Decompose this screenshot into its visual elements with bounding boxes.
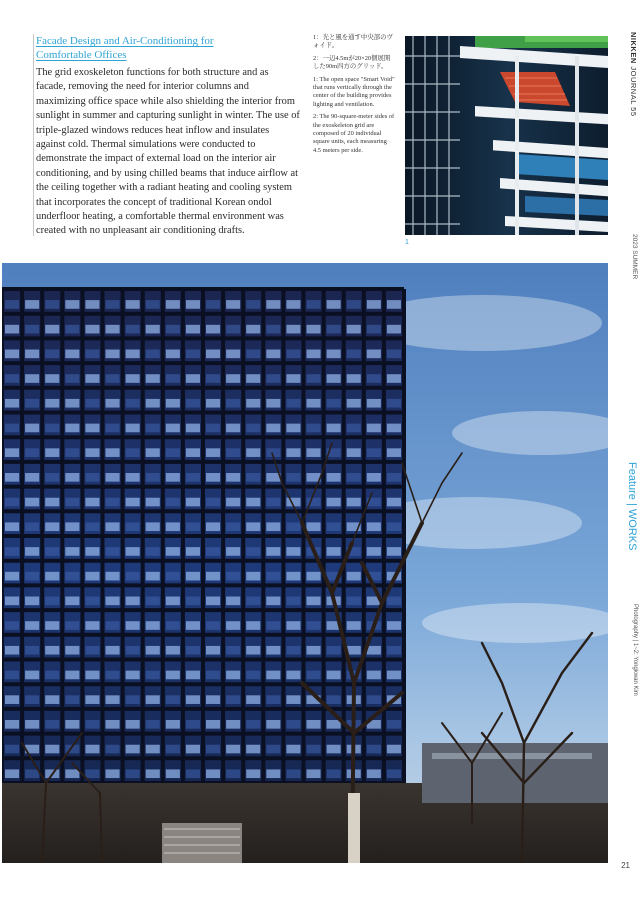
photo-captions <box>313 34 395 159</box>
caption-en-2: 2: The 90-square-meter sides of the exoskeleton grid are composed of 20 individual square units, each measuring 4.5 meters per side. <box>313 113 395 154</box>
building-photo <box>2 263 608 863</box>
atrium-photo <box>405 36 608 235</box>
caption-jp-1: 1：光と風を通す中央部のヴォイド。 <box>313 34 393 50</box>
heading-line-1: Facade Design and Air-Conditioning for <box>36 35 214 47</box>
building-illustration <box>2 263 608 863</box>
heading-line-2: Comfortable Offices <box>36 49 127 61</box>
issue-season: 2023 SUMMER <box>631 234 638 280</box>
page-number: 21 <box>621 861 630 870</box>
atrium-illustration <box>405 36 608 235</box>
caption-en-1: 1: The open space "Smart Void" that runs vertically through the center of the building provides lighting and ventilation. <box>313 75 395 108</box>
article-body: The grid exoskeleton functions for both structure and as facade, removing the need for interior columns and maximizing office space while also shielding the interior from sunlight in summer and capturing sunlight in winter. The use of triple-glazed windows reduces heat inflow and insulates against cold. Thermal simulations were conducted to demonstrate the impact of external load on the interior air conditioning, and by using chilled beams that induce airflow at the ceiling together with a radiant heating and cooling system that incorporates the concept of traditional Korean ondol underfloor heating, a comfortable thermal environment was created with no unpleasant air conditioning drafts. <box>36 67 300 237</box>
caption-jp-2: 2：一辺4.5mが20×20個展開した90m四方のグリッド。 <box>313 54 391 71</box>
journal-title <box>629 32 638 117</box>
photo-credit: Photography | 1~2: Yongkwan Kim <box>632 604 638 696</box>
journal-brand: NIKKEN <box>629 32 638 64</box>
photo-1-number: 1 <box>405 239 409 246</box>
journal-issue: JOURNAL 55 <box>629 66 638 117</box>
column-rule <box>33 34 34 236</box>
section-heading <box>36 34 300 62</box>
article-column <box>36 34 300 239</box>
section-label: Feature | WORKS <box>626 462 638 551</box>
